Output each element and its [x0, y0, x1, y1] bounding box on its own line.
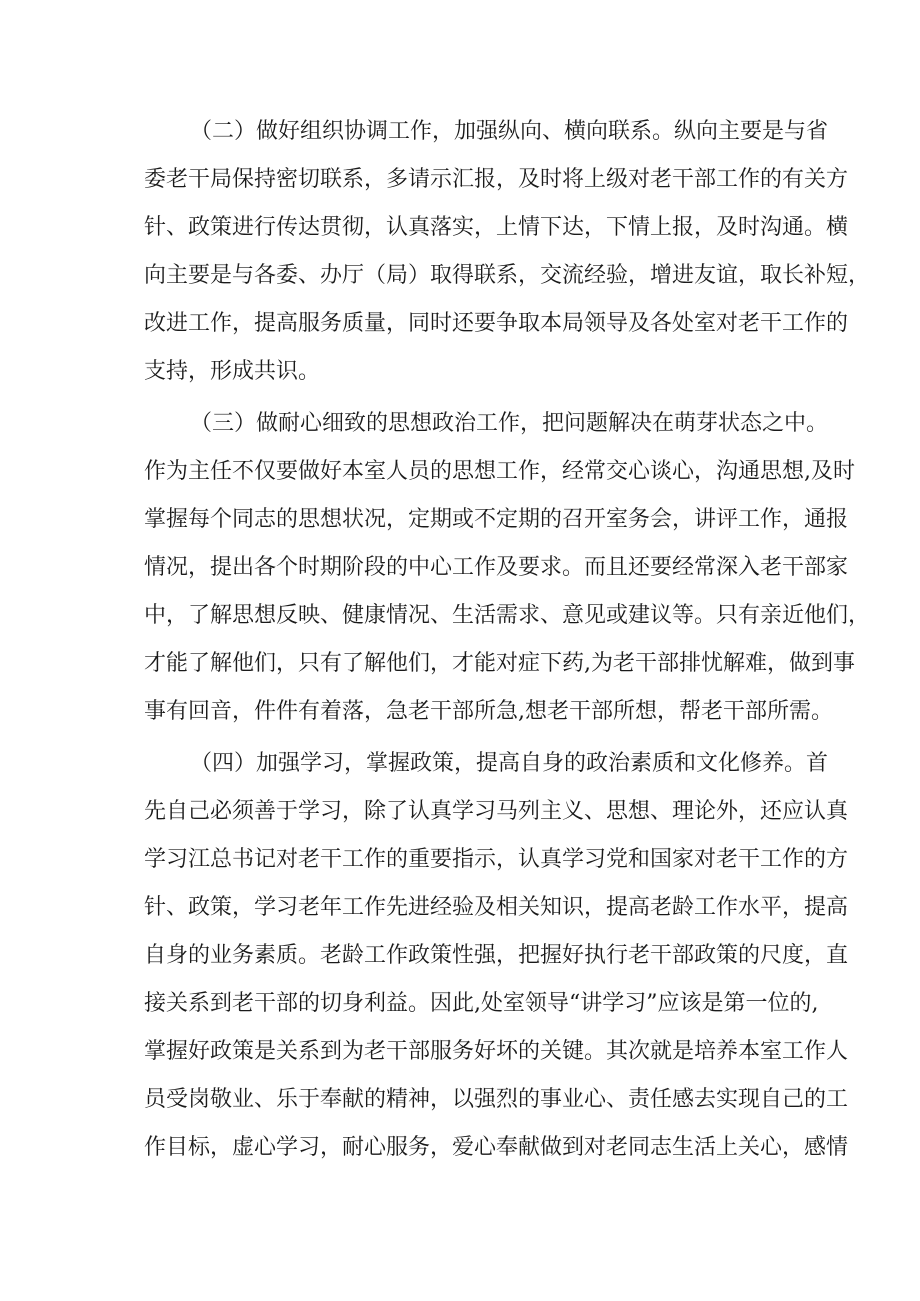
text-line: 掌握好政策是关系到为老干部服务好坏的关键。其次就是培养本室工作人: [144, 1039, 849, 1064]
text-line: 接关系到老干部的切身利益。因此,处室领导“讲学习”应该是第一位的,: [144, 991, 819, 1016]
text-line: 学习江总书记对老干工作的重要指示，认真学习党和国家对老干工作的方: [144, 847, 849, 872]
text-line: （三）做耐心细致的思想政治工作，把问题解决在萌芽状态之中。: [190, 411, 829, 436]
text-line: 作为主任不仅要做好本室人员的思想工作，经常交心谈心，沟通思想,及时: [144, 459, 855, 484]
text-line: 情况，提出各个时期阶段的中心工作及要求。而且还要经常深入老干部家: [144, 555, 849, 580]
text-line: 事有回音，件件有着落，急老干部所急,想老干部所想，帮老干部所需。: [144, 699, 833, 724]
text-line: 自身的业务素质。老龄工作政策性强，把握好执行老干部政策的尺度，直: [144, 943, 849, 968]
text-line: 针、政策进行传达贯彻，认真落实，上情下达，下情上报，及时沟通。横: [144, 215, 849, 240]
text-line: 改进工作，提高服务质量，同时还要争取本局领导及各处室对老干工作的: [144, 311, 849, 336]
text-line: 才能了解他们，只有了解他们，才能对症下药,为老干部排忧解难，做到事: [144, 651, 855, 676]
text-line: （二）做好组织协调工作，加强纵向、横向联系。纵向主要是与省: [190, 119, 829, 144]
text-line: 向主要是与各委、办厅（局）取得联系，交流经验，增进友谊，取长补短，: [144, 263, 871, 288]
text-line: （四）加强学习，掌握政策，提高自身的政治素质和文化修养。首: [190, 751, 829, 776]
text-line: 支持，形成共识。: [144, 359, 321, 384]
text-line: 作目标，虚心学习，耐心服务，爱心奉献做到对老同志生活上关心，感情: [144, 1135, 849, 1160]
text-line: 中，了解思想反映、健康情况、生活需求、意见或建议等。只有亲近他们，: [144, 603, 871, 628]
text-line: 委老干局保持密切联系，多请示汇报，及时将上级对老干部工作的有关方: [144, 167, 849, 192]
text-line: 掌握每个同志的思想状况，定期或不定期的召开室务会，讲评工作，通报: [144, 507, 849, 532]
text-line: 针、政策，学习老年工作先进经验及相关知识，提高老龄工作水平，提高: [144, 895, 849, 920]
text-line: 先自己必须善于学习，除了认真学习马列主义、思想、理论外，还应认真: [144, 799, 849, 824]
text-line: 员受岗敬业、乐于奉献的精神，以强烈的事业心、责任感去实现自己的工: [144, 1087, 849, 1112]
